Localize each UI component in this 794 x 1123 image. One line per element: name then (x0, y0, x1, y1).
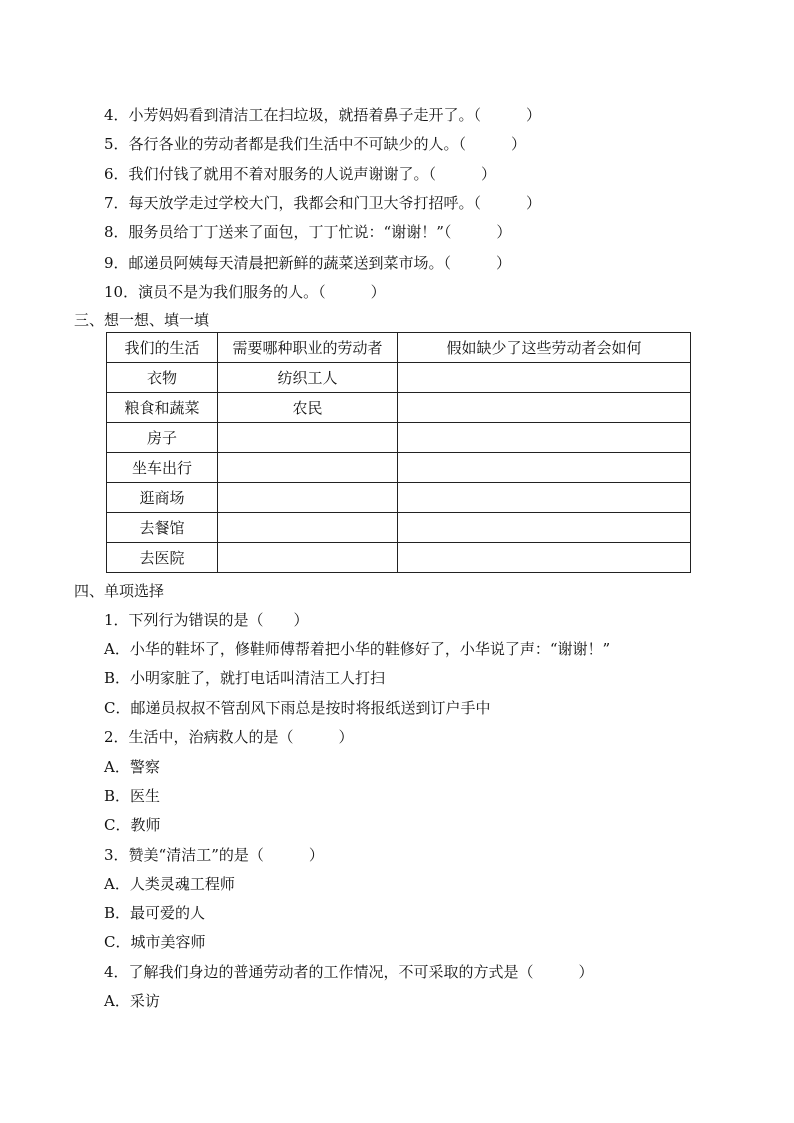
tf-item-7: 7．每天放学走过学校大门，我都会和门卫大爷打招呼。（ ） (104, 194, 542, 212)
option-2a: A．警察 (104, 758, 160, 776)
table-cell[interactable] (398, 483, 691, 513)
tf-item-6: 6．我们付钱了就用不着对服务的人说声谢谢了。（ ） (104, 165, 497, 183)
option-4a: A．采访 (104, 992, 160, 1010)
table-row (107, 483, 691, 513)
tf-item-5: 5．各行各业的劳动者都是我们生活中不可缺少的人。（ ） (104, 135, 527, 153)
table-cell[interactable] (398, 543, 691, 573)
table-cell: 去医院 (107, 543, 218, 573)
option-2c: C．教师 (104, 816, 161, 834)
table-row (107, 513, 691, 543)
table-row (107, 423, 691, 453)
question-2: 2．生活中，治病救人的是（ ） (104, 728, 354, 746)
table-cell[interactable] (218, 453, 398, 483)
table-cell[interactable] (218, 513, 398, 543)
table-header-row (107, 333, 691, 363)
table-header: 需要哪种职业的劳动者 (218, 333, 398, 363)
option-1b: B．小明家脏了，就打电话叫清洁工人打扫 (104, 669, 386, 687)
tf-item-4: 4．小芳妈妈看到清洁工在扫垃圾，就捂着鼻子走开了。（ ） (104, 106, 542, 124)
option-2b: B．医生 (104, 787, 161, 805)
table-cell: 房子 (107, 423, 218, 453)
question-3: 3．赞美“清洁工”的是（ ） (104, 846, 324, 864)
table-row (107, 453, 691, 483)
option-3c: C．城市美容师 (104, 933, 206, 951)
table-row (107, 543, 691, 573)
table-cell: 逛商场 (107, 483, 218, 513)
option-1a: A．小华的鞋坏了，修鞋师傅帮着把小华的鞋修好了，小华说了声：“谢谢！” (104, 640, 611, 658)
table-cell[interactable] (218, 423, 398, 453)
section-4-title: 四、单项选择 (74, 582, 165, 600)
table-cell[interactable] (398, 393, 691, 423)
table-row (107, 363, 691, 393)
table-cell[interactable] (218, 543, 398, 573)
table-cell[interactable] (398, 423, 691, 453)
question-1: 1．下列行为错误的是（ ） (104, 611, 309, 629)
tf-item-9: 9．邮递员阿姨每天清晨把新鲜的蔬菜送到菜市场。（ ） (104, 254, 512, 272)
table-row (107, 393, 691, 423)
table-cell: 去餐馆 (107, 513, 218, 543)
table-cell: 衣物 (107, 363, 218, 393)
table-cell: 粮食和蔬菜 (107, 393, 218, 423)
tf-item-10: 10．演员不是为我们服务的人。（ ） (104, 283, 386, 301)
table-cell[interactable] (398, 363, 691, 393)
option-3a: A．人类灵魂工程师 (104, 875, 235, 893)
table-header: 我们的生活 (107, 333, 218, 363)
table-cell: 坐车出行 (107, 453, 218, 483)
question-4: 4．了解我们身边的普通劳动者的工作情况，不可采取的方式是（ ） (104, 963, 594, 981)
table-cell[interactable]: 农民 (218, 393, 398, 423)
table-cell[interactable] (398, 513, 691, 543)
table-cell[interactable] (218, 483, 398, 513)
table-cell[interactable] (398, 453, 691, 483)
fill-in-table (106, 332, 691, 573)
table-cell[interactable]: 纺织工人 (218, 363, 398, 393)
table-header: 假如缺少了这些劳动者会如何 (398, 333, 691, 363)
section-3-title: 三、想一想、填一填 (74, 311, 210, 329)
tf-item-8: 8．服务员给丁丁送来了面包，丁丁忙说：“谢谢！”（ ） (104, 223, 512, 241)
option-3b: B．最可爱的人 (104, 904, 206, 922)
option-1c: C．邮递员叔叔不管刮风下雨总是按时将报纸送到订户手中 (104, 699, 491, 717)
